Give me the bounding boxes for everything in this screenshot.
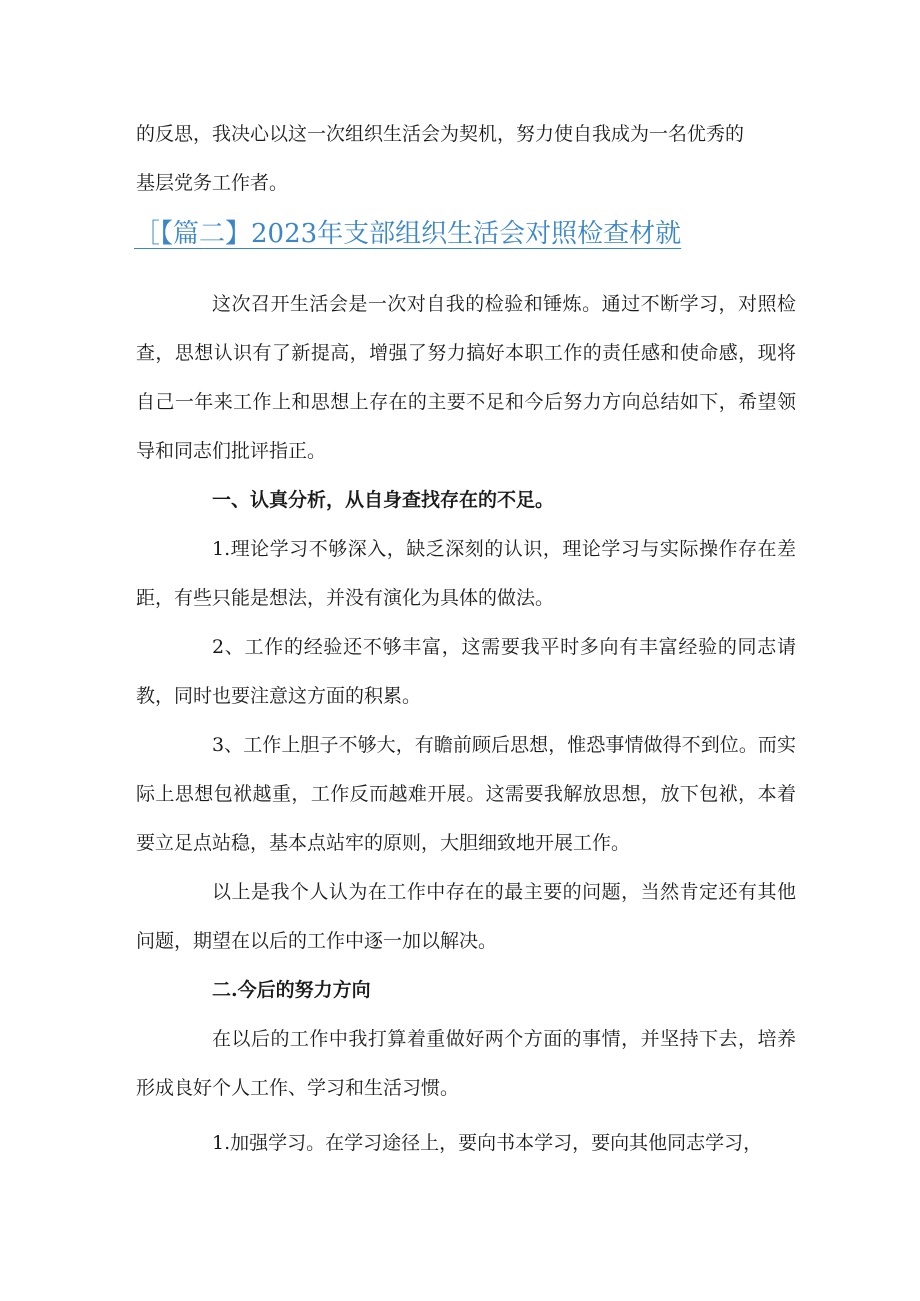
paragraph-item-3: 3、工作上胆子不够大，有瞻前顾后思想，惟恐事情做得不到位。而实际上思想包袱越重，工作反而越难开展。这需要我解放思想，放下包袱，本着要立足点站稳，基本点站牢的原则，大胆细致地开展工作。 <box>136 734 796 854</box>
intro-line-1: 的反思，我决心以这一次组织生活会为契机，努力使自我成为一名优秀的 <box>136 123 745 145</box>
section-heading-link[interactable]: ［【篇二】2023年支部组织生活会对照检查材就 <box>134 219 682 249</box>
paragraph-item-2: 2、工作的经验还不够丰富，这需要我平时多向有丰富经验的同志请教，同时也要注意这方面的积累。 <box>136 636 796 707</box>
paragraph-item-1: 1.理论学习不够深入，缺乏深刻的认识，理论学习与实际操作存在差距，有些只能是想法，并没有演化为具体的做法。 <box>136 538 796 609</box>
paragraph-summary: 以上是我个人认为在工作中存在的最主要的问题，当然肯定还有其他问题，期望在以后的工作中逐一加以解决。 <box>136 881 796 952</box>
section-title-1: 一、认真分析，从自身查找存在的不足。 <box>212 489 555 511</box>
paragraph-plan: 在以后的工作中我打算着重做好两个方面的事情，并坚持下去，培养形成良好个人工作、学习和生活习惯。 <box>136 1028 796 1099</box>
document-page <box>136 110 796 1168</box>
section-title-2: 二.今后的努力方向 <box>212 979 371 1001</box>
paragraph-plan-item-1: 1.加强学习。在学习途径上，要向书本学习，要向其他同志学习， <box>212 1132 763 1154</box>
intro-line-2: 基层党务工作者。 <box>136 172 289 194</box>
paragraph-opening: 这次召开生活会是一次对自我的检验和锤炼。通过不断学习，对照检查，思想认识有了新提高，增强了努力搞好本职工作的责任感和使命感，现将自己一年来工作上和思想上存在的主要不足和今后努力方向总结如下，希望领导和同志们批评指正。 <box>136 293 796 462</box>
